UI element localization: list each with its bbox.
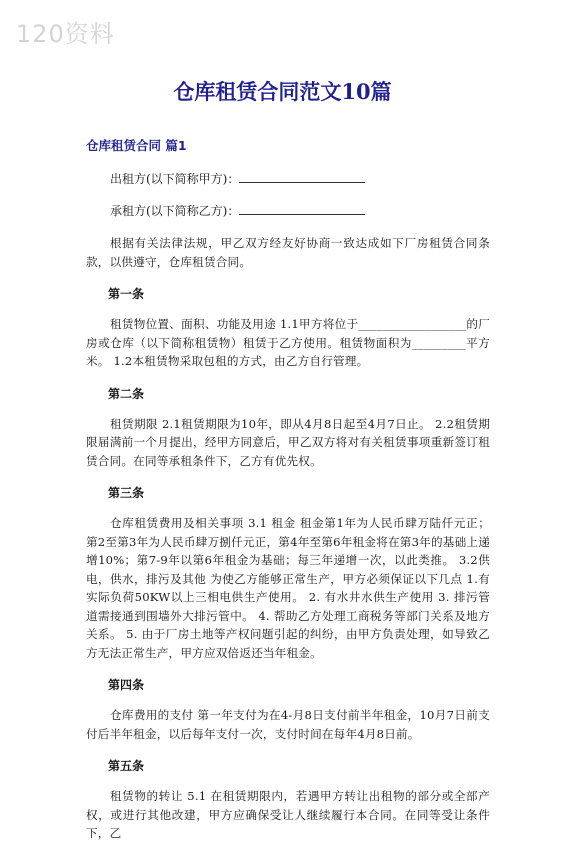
section-heading: 仓库租赁合同 篇1 xyxy=(86,138,187,153)
lessee-blank xyxy=(239,202,365,215)
article-3-heading: 第三条 xyxy=(108,486,145,500)
document-body xyxy=(86,170,490,857)
article-4-text: 仓库费用的支付 第一年支付为在4-月8日支付前半年租金，10月7日前支付后半年租金，以后每年支付一次，支付时间在每年4月8日前。 xyxy=(86,708,490,741)
article-1-text: 租赁物位置、面积、功能及用途 1.1甲方将位于__________________的厂房或仓库（以下简称租赁物）租赁于乙方使用。租赁物面积为_________平方米。 1.2本租赁物采取包租的方式，由乙方自行管理。 xyxy=(86,317,490,368)
article-2-text: 租赁期限 2.1租赁期限为10年，即从4月8日起至4月7日止。 2.2租赁期限届满前一个月提出，经甲方同意后，甲乙双方将对有关租赁事项重新签订租赁合同。在同等承租条件下，乙方有优先权。 xyxy=(86,416,490,468)
lessee-field xyxy=(86,202,490,220)
document-title: 仓库租赁合同范文10篇 xyxy=(173,79,392,104)
article-2-heading: 第二条 xyxy=(108,386,145,401)
lessor-label: 出租方(以下简称甲方)： xyxy=(110,172,240,186)
article-5-text: 租赁物的转让 5.1 在租赁期限内，若遇甲方转让出租物的部分或全部产权，或进行其他改建，甲方应确保受让人继续履行本合同。在同等受让条件下，乙 xyxy=(86,789,490,840)
watermark: 120资料 xyxy=(16,20,115,48)
lessee-label: 承租方(以下简称乙方)： xyxy=(110,204,240,218)
article-1-heading: 第一条 xyxy=(108,287,145,301)
article-5-heading: 第五条 xyxy=(108,759,145,773)
article-3-text: 仓库租赁费用及相关事项 3.1 租金 租金第1年为人民币肆万陆仟元正；第2至第3年为人民币肆万捌仟元正，第4年至第6年租金将在第3年的基础上递增10%；第7-9年以第6年租金为基础；每三年递增一次，以此类推。 3.2供电，供水，排污及其他 为使乙方能够正常生产，甲方必须保证以下几点 1.有实际负荷50KW以上三相电供生产使用。 2. 有水井水供生产使用 3. 排污管道需接通到围墙外大排污管中。 4. 帮助乙方处理工商税务等部门关系及地方关系。 5. 由于厂房土地等产权问题引起的纠纷，由甲方负责处理，如导致乙方无法正常生产，甲方应双倍返还当年租金。 xyxy=(86,516,490,660)
article-4-heading: 第四条 xyxy=(108,678,145,692)
lessor-blank xyxy=(239,170,365,183)
intro-paragraph: 根据有关法律法规，甲乙双方经友好协商一致达成如下厂房租赁合同条款，以供遵守，仓库租赁合同。 xyxy=(86,236,490,269)
lessor-field xyxy=(86,170,490,188)
